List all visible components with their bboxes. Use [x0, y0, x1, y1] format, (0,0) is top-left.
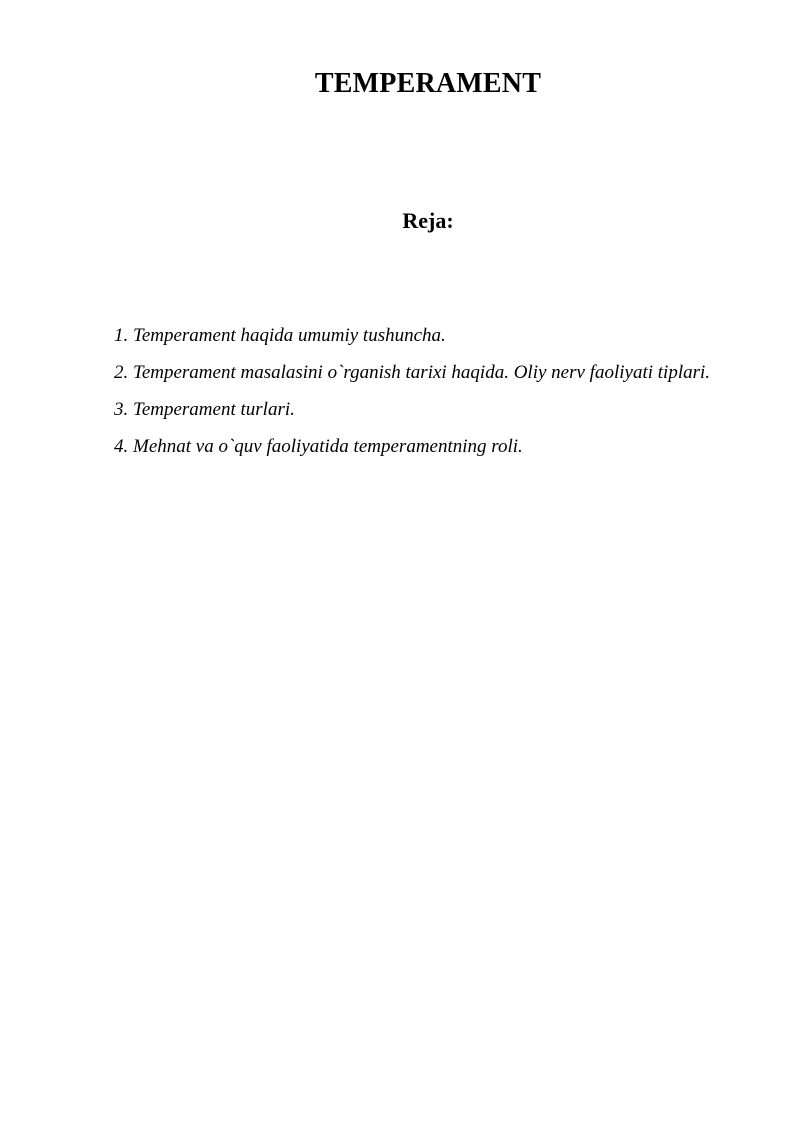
plan-item: 4. Mehnat va o`quv faoliyatida temperamentning roli. [114, 436, 523, 457]
plan-item: 2. Temperament masalasini o`rganish tarixi haqida. Oliy nerv faoliyati tiplari. [114, 362, 711, 383]
plan-item: 1. Temperament haqida umumiy tushuncha. [114, 325, 446, 346]
document-title: TEMPERAMENT [314, 68, 542, 99]
plan-item: 3. Temperament turlari. [114, 399, 295, 420]
plan-heading: Reja: [402, 208, 454, 233]
plan-list [76, 317, 732, 465]
